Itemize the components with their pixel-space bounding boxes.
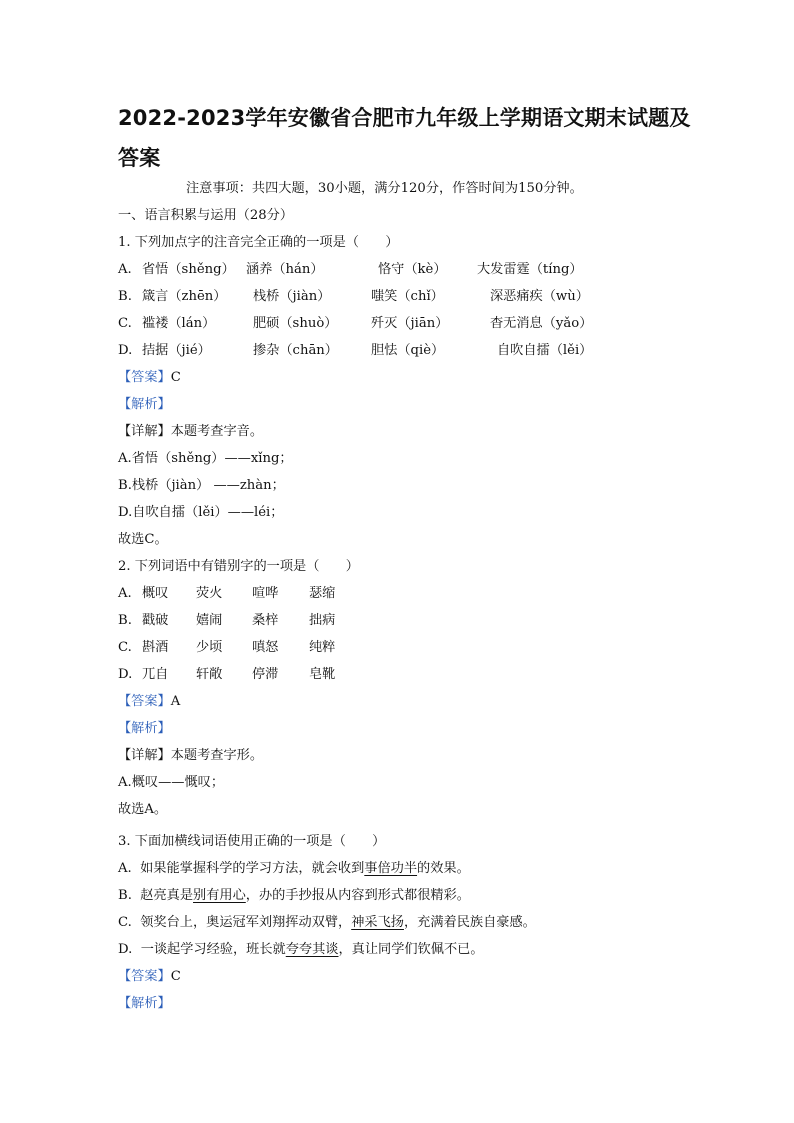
option-item: 皂靴 bbox=[309, 667, 336, 682]
document-title: 2022-2023学年安徽省合肥市九年级上学期语文期末试题及答案 bbox=[118, 106, 691, 170]
option-item: 斟酒 bbox=[142, 640, 169, 655]
option-text-after: ，充满着民族自豪感。 bbox=[403, 915, 536, 930]
q3-option-b bbox=[118, 886, 470, 906]
answer-value: C bbox=[170, 370, 181, 385]
q1-conclusion: 故选C。 bbox=[118, 532, 168, 547]
answer-tag: 【答案】 bbox=[118, 370, 171, 385]
q3-option-a bbox=[118, 859, 470, 879]
option-item: 兀自 bbox=[142, 667, 169, 682]
answer-tag: 【答案】 bbox=[118, 694, 171, 709]
answer-tag: 【答案】 bbox=[118, 969, 171, 984]
notice: 注意事项：共四大题，30小题，满分120分，作答时间为150分钟。 bbox=[186, 181, 583, 196]
option-label: D. bbox=[118, 667, 133, 682]
option-item: 瑟缩 bbox=[309, 586, 336, 601]
option-text-before: 领奖台上，奥运冠军刘翔挥动双臂， bbox=[140, 915, 352, 930]
option-text-after: ，真让同学们钦佩不已。 bbox=[338, 942, 484, 957]
q2-note: A.概叹——慨叹； bbox=[118, 775, 225, 790]
option-item: 涵养（hán） bbox=[246, 262, 324, 277]
option-label: A. bbox=[118, 262, 132, 277]
q3-answer bbox=[118, 967, 181, 987]
option-item: 荧火 bbox=[196, 586, 223, 601]
q2-answer bbox=[118, 692, 180, 712]
option-item: 箴言（zhēn） bbox=[142, 289, 227, 304]
underlined-phrase: 事倍功半 bbox=[364, 861, 418, 876]
detail-text: 本题考查字音。 bbox=[170, 424, 264, 439]
q2-stem: 2. 下列词语中有错别字的一项是（ ） bbox=[118, 559, 359, 574]
option-item: 少顷 bbox=[196, 640, 223, 655]
option-label: C. bbox=[118, 915, 132, 930]
option-text-after: ，办的手抄报从内容到形式都很精彩。 bbox=[245, 888, 470, 903]
option-item: 褴褛（lán） bbox=[142, 316, 216, 331]
q1-note: A.省悟（shěng）——xǐng； bbox=[118, 451, 293, 466]
option-item: 肥硕（shuò） bbox=[253, 316, 338, 331]
option-item: 恪守（kè） bbox=[378, 262, 447, 277]
option-item: 大发雷霆（tíng） bbox=[477, 262, 583, 277]
option-item: 戳破 bbox=[142, 613, 169, 628]
q1-detail bbox=[118, 422, 263, 442]
underlined-phrase: 别有用心 bbox=[193, 888, 246, 903]
q3-option-c bbox=[118, 913, 536, 933]
answer-value: C bbox=[170, 969, 181, 984]
option-item: 桑梓 bbox=[252, 613, 279, 628]
option-item: 嬉闹 bbox=[196, 613, 223, 628]
detail-text: 本题考查字形。 bbox=[170, 748, 264, 763]
detail-tag: 【详解】 bbox=[118, 424, 171, 439]
option-label: A. bbox=[118, 586, 132, 601]
option-item: 嗔怒 bbox=[252, 640, 279, 655]
q1-note: D.自吹自擂（lěi）——léi； bbox=[118, 505, 284, 520]
detail-tag: 【详解】 bbox=[118, 748, 171, 763]
q3-stem: 3. 下面加横线词语使用正确的一项是（ ） bbox=[118, 834, 386, 849]
option-label: C. bbox=[118, 316, 132, 331]
option-text-before: 一谈起学习经验，班长就 bbox=[140, 942, 286, 957]
q2-detail bbox=[118, 746, 263, 766]
option-label: D. bbox=[118, 343, 133, 358]
option-label: A. bbox=[118, 861, 132, 876]
option-text-before: 如果能掌握科学的学习方法，就会收到 bbox=[140, 861, 365, 876]
answer-value: A bbox=[170, 694, 181, 709]
option-item: 胆怯（qiè） bbox=[371, 343, 445, 358]
option-text-after: 的效果。 bbox=[417, 861, 470, 876]
q3-analysis-tag: 【解析】 bbox=[118, 996, 171, 1011]
q3-option-d bbox=[118, 940, 484, 960]
option-label: B. bbox=[118, 289, 132, 304]
q1-note: B.栈桥（jiàn） ——zhàn； bbox=[118, 478, 285, 493]
option-item: 自吹自擂（lěi） bbox=[497, 343, 593, 358]
option-item: 喧哗 bbox=[252, 586, 279, 601]
option-label: C. bbox=[118, 640, 132, 655]
option-item: 掺杂（chān） bbox=[253, 343, 338, 358]
option-text-before: 赵亮真是 bbox=[140, 888, 194, 903]
option-item: 概叹 bbox=[142, 586, 169, 601]
option-item: 省悟（shěng） bbox=[142, 262, 235, 277]
option-item: 歼灭（jiān） bbox=[371, 316, 449, 331]
option-item: 深恶痛疾（wù） bbox=[490, 289, 589, 304]
q2-analysis-tag: 【解析】 bbox=[118, 721, 171, 736]
option-item: 杳无消息（yǎo） bbox=[490, 316, 593, 331]
q2-conclusion: 故选A。 bbox=[118, 802, 168, 817]
option-label: B. bbox=[118, 888, 132, 903]
option-item: 轩敞 bbox=[196, 667, 223, 682]
option-item: 拮据（jié） bbox=[142, 343, 211, 358]
option-label: B. bbox=[118, 613, 132, 628]
option-item: 纯粹 bbox=[309, 640, 336, 655]
option-item: 栈桥（jiàn） bbox=[253, 289, 331, 304]
q1-analysis-tag: 【解析】 bbox=[118, 397, 171, 412]
section-heading: 一、语言积累与运用（28分） bbox=[118, 208, 294, 223]
underlined-phrase: 夸夸其谈 bbox=[285, 942, 339, 957]
underlined-phrase: 神采飞扬 bbox=[351, 915, 404, 930]
option-item: 停滞 bbox=[252, 667, 279, 682]
option-label: D. bbox=[118, 942, 133, 957]
q1-stem: 1. 下列加点字的注音完全正确的一项是（ ） bbox=[118, 235, 399, 250]
option-item: 嗤笑（chǐ） bbox=[371, 289, 444, 304]
q1-answer bbox=[118, 368, 181, 388]
option-item: 拙病 bbox=[309, 613, 336, 628]
